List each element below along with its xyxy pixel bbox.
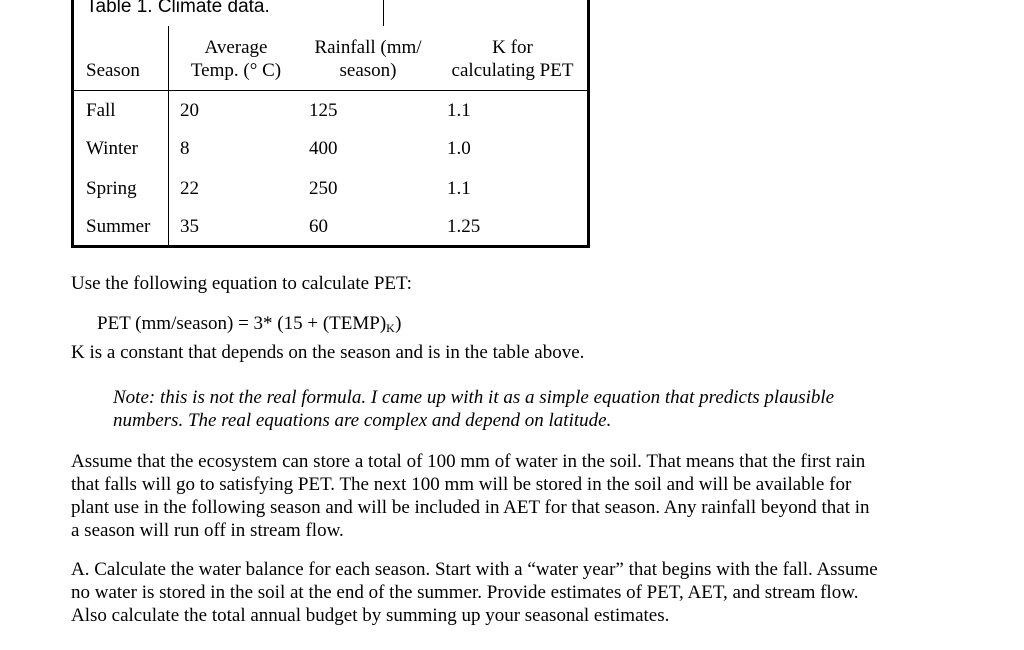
cell-season-fall: Fall [86,100,116,121]
table-caption: Table 1. Climate data. [86,0,270,17]
caption-divider [383,0,384,26]
note-line: numbers. The real equations are complex and depend on latitude. [113,410,612,431]
k-explanation: K is a constant that depends on the season and is in the table above. [71,342,585,363]
cell-season-summer: Summer [86,216,151,237]
header-season: Season [86,60,140,81]
cell-k-spring: 1.1 [447,178,471,199]
formula-exponent: K [386,321,395,335]
climate-data-table [71,0,590,248]
header-temp-line1: Average [204,37,268,58]
formula-start: PET (mm/season) = 3* (15 + (TEMP) [97,313,387,334]
formula-end: ) [395,313,402,334]
assumption-line: that falls will go to satisfying PET. The next 100 mm will be stored in the soil and will be available for [71,474,852,495]
cell-temp-fall: 20 [180,100,199,121]
header-rain-line1: Rainfall (mm/ [314,37,422,58]
question-a-line: no water is stored in the soil at the end of the summer. Provide estimates of PET, AET, and stream flow. [71,582,859,603]
assumption-paragraph [71,450,870,542]
equation-intro: Use the following equation to calculate PET: [71,273,412,294]
note-paragraph [113,386,834,432]
assumption-line: plant use in the following season and will be included in AET for that season. Any rainfall beyond that in [71,497,870,518]
cell-temp-summer: 35 [180,216,199,237]
cell-temp-winter: 8 [180,138,190,159]
question-a-line: A. Calculate the water balance for each season. Start with a “water year” that begins with the fall. Assume [71,559,878,580]
cell-season-winter: Winter [86,138,138,159]
header-divider [74,90,590,91]
question-a-line: Also calculate the total annual budget by summing up your seasonal estimates. [71,605,670,626]
header-rain-line2: season) [339,60,397,81]
cell-temp-spring: 22 [180,178,199,199]
pet-formula [97,312,402,335]
cell-k-summer: 1.25 [447,216,481,237]
cell-rain-summer: 60 [309,216,328,237]
cell-k-winter: 1.0 [447,138,471,159]
cell-season-spring: Spring [86,178,137,199]
note-line: Note: this is not the real formula. I came up with it as a simple equation that predicts plausible [113,387,835,408]
cell-rain-fall: 125 [309,100,338,121]
header-k-line2: calculating PET [451,60,574,81]
question-a-paragraph [71,558,878,627]
cell-rain-spring: 250 [309,178,338,199]
assumption-line: a season will run off in stream flow. [71,520,344,541]
cell-rain-winter: 400 [309,138,338,159]
season-column-divider [168,26,169,245]
header-k-line1: K for [492,37,533,58]
cell-k-fall: 1.1 [447,100,471,121]
assumption-line: Assume that the ecosystem can store a total of 100 mm of water in the soil. That means that the first rain [71,451,866,472]
header-temp-line2: Temp. (° C) [190,60,282,81]
